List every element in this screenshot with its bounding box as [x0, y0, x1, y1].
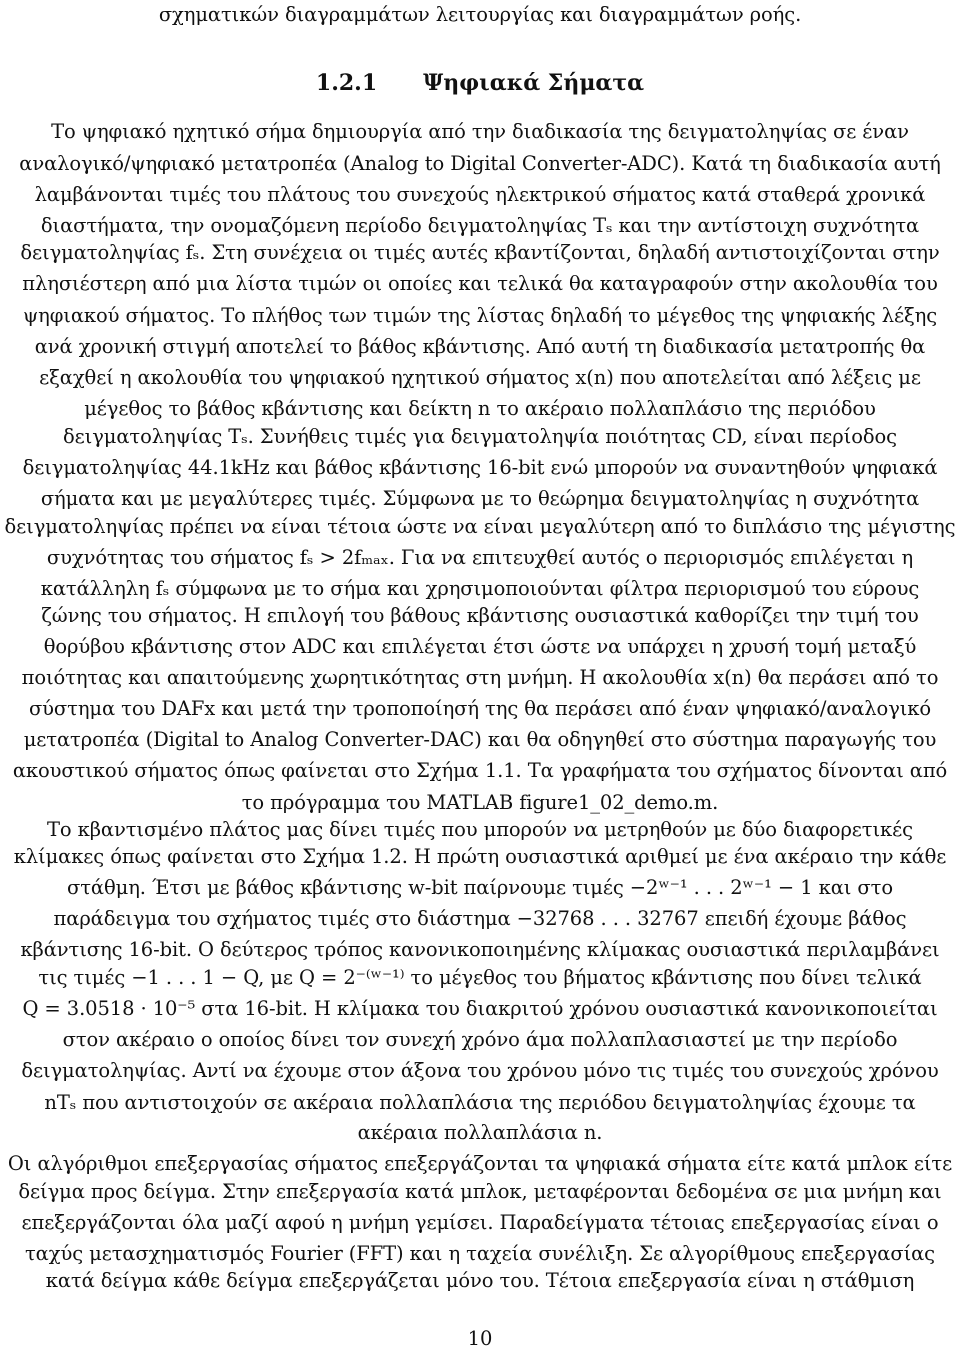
text-line: σήματα και με μεγαλύτερες τιμές. Σύμφωνα με το θεώρημα δειγματοληψίας η συχνότητα: [40, 487, 920, 510]
text-line: μετατροπέα (Digital to Analog Converter-DAC) και θα οδηγηθεί στο σύστημα παραγωγής του: [23, 728, 937, 751]
text-line: δειγματοληψίας fₛ. Στη συνέχεια οι τιμές αυτές κβαντίζονται, δηλαδή αντιστοιχίζονται στην: [20, 241, 940, 264]
section-heading: [0, 70, 960, 96]
text-line: κβάντισης 16-bit. Ο δεύτερος τρόπος κανονικοποιημένης κλίμακας ουσιαστικά περιλαμβάνει: [20, 938, 940, 961]
text-line: συχνότητας του σήματος fₛ > 2fₘₐₓ. Για να επιτευχθεί αυτός ο περιορισμός επιλέγεται η: [46, 546, 914, 569]
text-line: εξαχθεί η ακολουθία του ψηφιακού ηχητικού σήματος x(n) που αποτελείται από λέξεις με: [39, 366, 921, 389]
text-line: στάθμη. Έτσι με βάθος κβάντισης w-bit παίρνουμε τιμές −2ʷ⁻¹ . . . 2ʷ⁻¹ − 1 και στο: [67, 876, 893, 899]
text-line: πλησιέστερη από μια λίστα τιμών οι οποίες και τελικά θα καταγραφούν στην ακολουθία του: [22, 272, 938, 295]
text-line: δείγμα προς δείγμα. Στην επεξεργασία κατά μπλοκ, μεταφέρονται δεδομένα σε μια μνήμη και: [18, 1180, 942, 1203]
text-line: κατά δείγμα κάθε δείγμα επεξεργάζεται μόνο του. Τέτοια επεξεργασία είναι η στάθμιση: [45, 1269, 915, 1292]
text-line: δειγματοληψίας. Αντί να έχουμε στον άξονα του χρόνου μόνο τις τιμές του συνεχούς χρόνου: [21, 1059, 939, 1082]
text-line: ταχύς μετασχηματισμός Fourier (FFT) και η ταχεία συνέλιξη. Σε αλγορίθμους επεξεργασίας: [24, 1242, 936, 1265]
text-line: δειγματοληψίας 44.1kHz και βάθος κβάντισης 16-bit ενώ μπορούν να συναντηθούν ψηφιακά: [22, 456, 938, 479]
text-line: σχηματικών διαγραμμάτων λειτουργίας και διαγραμμάτων ροής.: [158, 3, 802, 26]
text-line: ακέραια πολλαπλάσια n.: [357, 1121, 603, 1144]
text-line: ακουστικού σήματος όπως φαίνεται στο Σχήμα 1.1. Τα γραφήματα του σχήματος δίνονται από: [12, 759, 948, 782]
text-line: λαμβάνονται τιμές του πλάτους του συνεχούς ηλεκτρικού σήματος κατά σταθερά χρονικά: [34, 183, 926, 206]
text-line: θορύβου κβάντισης στον ADC και επιλέγεται έτσι ώστε να υπάρχει η χρυσή τομή μεταξύ: [43, 635, 917, 658]
text-line: παράδειγμα του σχήματος τιμές στο διάστημα −32768 . . . 32767 επειδή έχουμε βάθος: [53, 907, 907, 930]
text-line: ανά χρονική στιγμή αποτελεί το βάθος κβάντισης. Από αυτή τη διαδικασία μετατροπής θα: [34, 335, 926, 358]
text-line: Το ψηφιακό ηχητικό σήμα δημιουργία από την διαδικασία της δειγματοληψίας σε έναν: [51, 120, 909, 143]
text-line: διαστήματα, την ονομαζόμενη περίοδο δειγματοληψίας Tₛ και την αντίστοιχη συχνότητα: [40, 214, 920, 237]
text-line: δειγματοληψίας Tₛ. Συνήθεις τιμές για δειγματοληψία ποιότητας CD, είναι περίοδος: [63, 425, 897, 448]
text-line: Q = 3.0518 · 10⁻⁵ στα 16-bit. Η κλίμακα του διακριτού χρόνου ουσιαστικά κανονικοποιείται: [22, 997, 938, 1020]
text-line: nTₛ που αντιστοιχούν σε ακέραια πολλαπλάσια της περιόδου δειγματοληψίας έχουμε τα: [44, 1091, 916, 1114]
text-line: ποιότητας και απαιτούμενης χωρητικότητας στη μνήμη. Η ακολουθία x(n) θα περάσει από το: [21, 666, 939, 689]
text-line: στον ακέραιο ο οποίος δίνει τον συνεχή χρόνο άμα πολλαπλασιαστεί με την περίοδο: [62, 1028, 898, 1051]
text-line: τις τιμές −1 . . . 1 − Q, με Q = 2⁻⁽ʷ⁻¹⁾ το μέγεθος του βήματος κβάντισης που δίνει τελικά: [38, 966, 922, 989]
section-number: 1.2.1: [315, 70, 378, 96]
text-line: κλίμακες όπως φαίνεται στο Σχήμα 1.2. Η πρώτη ουσιαστικά αριθμεί με ένα ακέραιο την κάθε: [13, 845, 947, 868]
text-line: ζώνης του σήματος. Η επιλογή του βάθους κβάντισης ουσιαστικά καθορίζει την τιμή του: [41, 604, 919, 627]
text-line: επεξεργάζονται όλα μαζί αφού η μνήμη γεμίσει. Παραδείγματα τέτοιας επεξεργασίας είναι ο: [21, 1211, 939, 1234]
text-line: δειγματοληψίας πρέπει να είναι τέτοια ώστε να είναι μεγαλύτερη από το διπλάσιο της μέγιστης: [4, 515, 956, 538]
text-line: μέγεθος το βάθος κβάντισης και δείκτη n το ακέραιο πολλαπλάσιο της περιόδου: [84, 397, 876, 420]
text-line: σύστημα του DAFx και μετά την τροποποίησή της θα περάσει από έναν ψηφιακό/αναλογικό: [28, 697, 932, 720]
text-line: Το κβαντισμένο πλάτος μας δίνει τιμές που μπορούν να μετρηθούν με δύο διαφορετικές: [47, 818, 913, 841]
text-line: ψηφιακού σήματος. Το πλήθος των τιμών της λίστας δηλαδή το μέγεθος της ψηφιακής λέξης: [22, 304, 938, 327]
text-line: αναλογικό/ψηφιακό μετατροπέα (Analog to Digital Converter-ADC). Κατά τη διαδικασία αυτή: [19, 152, 941, 175]
text-line: κατάλληλη fₛ σύμφωνα με το σήμα και χρησιμοποιούνται φίλτρα περιορισμού του εύρους: [40, 577, 920, 600]
text-line: Οι αλγόριθμοι επεξεργασίας σήματος επεξεργάζονται τα ψηφιακά σήματα είτε κατά μπλοκ είτε: [7, 1152, 953, 1175]
page-number: 10: [467, 1327, 493, 1350]
section-title: Ψηφιακά Σήματα: [423, 70, 645, 96]
text-line: το πρόγραμμα του MATLAB figure1_02_demo.m.: [241, 791, 719, 814]
